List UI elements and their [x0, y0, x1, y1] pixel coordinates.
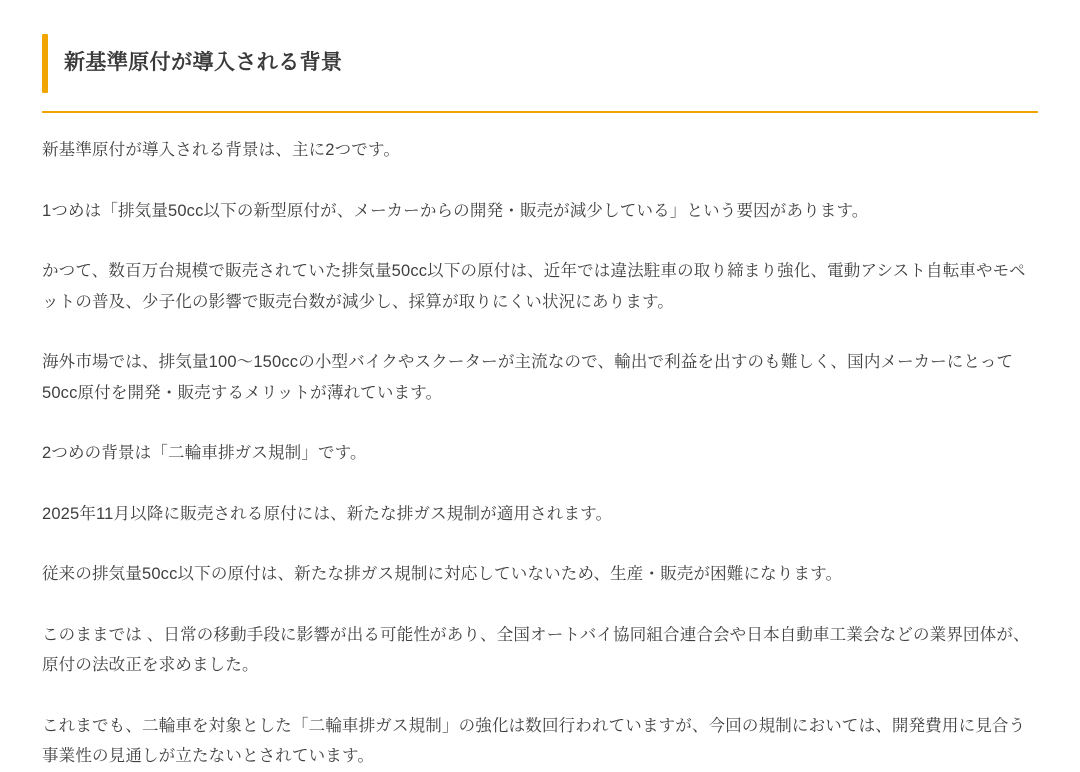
heading-row — [42, 32, 1038, 95]
paragraph: このままでは 、日常の移動手段に影響が出る可能性があり、全国オートバイ協同組合連合会や日本自動車工業会などの業界団体が、原付の法改正を求めました。 — [42, 625, 1030, 675]
paragraph: 2025年11月以降に販売される原付には、新たな排ガス規制が適用されます。 — [42, 504, 613, 523]
paragraph: 海外市場では、排気量100〜150ccの小型バイクやスクーターが主流なので、輸出で利益を出すのも難しく、国内メーカーにとって50cc原付を開発・販売するメリットが薄れています。 — [42, 353, 1014, 402]
article-body — [42, 135, 1038, 772]
paragraph: これまでも、二輪車を対象とした「二輪車排ガス規制」の強化は数回行われていますが、今回の規制においては、開発費用に見合う事業性の見通しが立たないとされています。 — [42, 716, 1026, 766]
page-title: 新基準原付が導入される背景 — [64, 51, 343, 75]
paragraph: 従来の排気量50cc以下の原付は、新たな排ガス規制に対応していないため、生産・販売が困難になります。 — [42, 565, 843, 584]
heading-accent-bar — [42, 34, 48, 93]
paragraph: 2つめの背景は「二輪車排ガス規制」です。 — [42, 444, 367, 463]
article-page — [0, 32, 1080, 766]
paragraph: かつて、数百万台規模で販売されていた排気量50cc以下の原付は、近年では違法駐車の取り締まり強化、電動アシスト自転車やモペットの普及、少子化の影響で販売台数が減少し、採算が取りにくい状況にあります。 — [42, 262, 1026, 311]
paragraph: 新基準原付が導入される背景は、主に2つです。 — [42, 141, 400, 160]
paragraph: 1つめは「排気量50cc以下の新型原付が、メーカーからの開発・販売が減少している」という要因があります。 — [42, 201, 869, 220]
section-heading — [42, 32, 1038, 113]
